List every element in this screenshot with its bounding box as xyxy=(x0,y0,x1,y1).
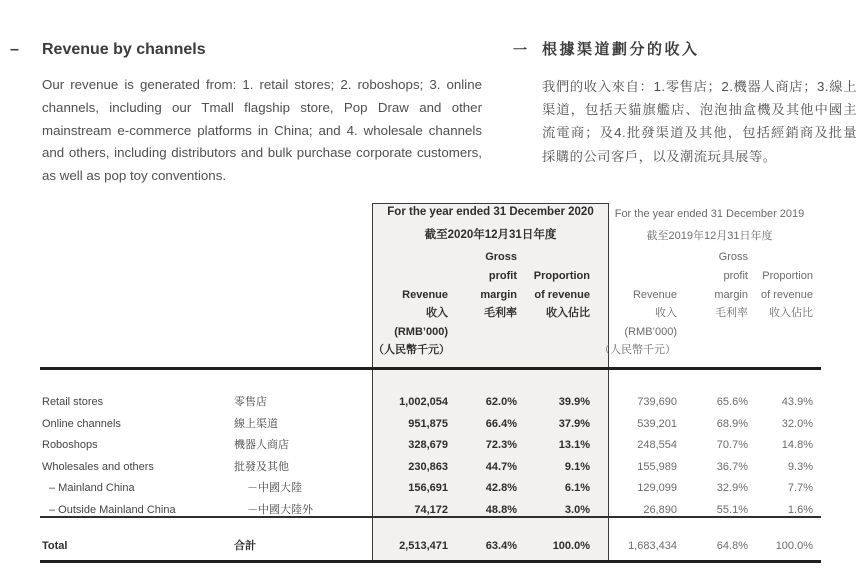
total-margin-2020: 63.4% xyxy=(485,540,517,552)
margin-2020: 42.8% xyxy=(485,482,517,494)
year-2019-title-zh: 截至2019年12月31日年度 xyxy=(646,230,773,242)
revenue-2020: 951,875 xyxy=(408,418,448,430)
row-label-zh: 機器人商店 xyxy=(234,439,289,451)
total-proportion-2019: 100.0% xyxy=(775,540,813,552)
margin-2020: 72.3% xyxy=(485,439,517,451)
col-margin-2020: margin xyxy=(480,289,517,301)
section-english xyxy=(10,40,486,188)
year-2020-title-zh: 截至2020年12月31日年度 xyxy=(424,229,557,241)
col-proportion-2020: Proportion xyxy=(533,270,590,282)
margin-2019: 68.9% xyxy=(716,418,748,430)
col-revenue-2019: Revenue xyxy=(632,289,677,301)
proportion-2019: 7.7% xyxy=(787,482,813,494)
col-profit-2019: profit xyxy=(723,270,748,282)
rmb-note-2020: (RMB’000) xyxy=(394,326,448,338)
table-total-row xyxy=(40,540,821,553)
dash-bullet-icon: – xyxy=(10,41,19,58)
col-margin-zh-2019: 毛利率 xyxy=(715,307,748,319)
col-gross-2019: Gross xyxy=(718,251,748,263)
col-revenue-2020: Revenue xyxy=(402,289,448,301)
table-row xyxy=(40,396,821,409)
row-label-en: Wholesales and others xyxy=(42,461,154,473)
section-title-en: Revenue by channels xyxy=(42,41,206,58)
row-label-en: – Mainland China xyxy=(49,482,135,494)
margin-2019: 70.7% xyxy=(716,439,748,451)
col-ofrevenue-2019: of revenue xyxy=(761,289,813,301)
revenue-2019: 539,201 xyxy=(637,418,677,430)
proportion-2019: 9.3% xyxy=(787,461,813,473)
rmb-note-zh-2019: （人民幣千元） xyxy=(599,344,676,356)
table-row xyxy=(40,482,821,495)
revenue-2019: 129,099 xyxy=(637,482,677,494)
rmb-note-2019: (RMB’000) xyxy=(624,326,677,338)
proportion-2020: 37.9% xyxy=(558,418,590,430)
section-heading-en xyxy=(10,40,486,60)
proportion-2020: 6.1% xyxy=(564,482,590,494)
col-gross-2020: Gross xyxy=(485,251,517,263)
table-header-row xyxy=(40,270,821,283)
proportion-2019: 43.9% xyxy=(781,396,813,408)
col-proportion-zh-2020: 收入佔比 xyxy=(546,307,590,319)
body-paragraph-zh: 我們的收入來自：1.零售店；2.機器人商店；3.線上渠道，包括天貓旗艦店、泡泡抽盒機及其他中國主流電商；及4.批發渠道及其他，包括經銷商及批量採購的公司客戶，以及潮流玩具展等。 xyxy=(542,79,857,164)
row-label-zh: 零售店 xyxy=(234,396,267,408)
row-label-zh: －中國大陸 xyxy=(247,482,302,494)
margin-2019: 36.7% xyxy=(716,461,748,473)
table-header-row xyxy=(40,307,821,320)
revenue-2020: 74,172 xyxy=(414,504,448,516)
table-row xyxy=(40,461,821,474)
col-revenue-zh-2019: 收入 xyxy=(655,307,677,319)
header-rule xyxy=(40,367,821,370)
col-ofrevenue-2020: of revenue xyxy=(534,289,590,301)
margin-2019: 65.6% xyxy=(716,396,748,408)
total-revenue-2020: 2,513,471 xyxy=(399,540,448,552)
col-proportion-zh-2019: 收入佔比 xyxy=(769,307,813,319)
total-revenue-2019: 1,683,434 xyxy=(628,540,677,552)
col-profit-2020: profit xyxy=(488,270,517,282)
revenue-2020: 328,679 xyxy=(408,439,448,451)
total-proportion-2020: 100.0% xyxy=(552,540,590,552)
proportion-2020: 39.9% xyxy=(558,396,590,408)
row-label-en: Retail stores xyxy=(42,396,104,408)
section-title-zh: 根據渠道劃分的收入 xyxy=(542,41,700,58)
row-label-en: Online channels xyxy=(42,418,121,430)
total-label-en: Total xyxy=(42,540,68,552)
proportion-2020: 3.0% xyxy=(564,504,590,516)
table-header-row xyxy=(40,251,821,264)
margin-2020: 44.7% xyxy=(485,461,517,473)
proportion-2020: 13.1% xyxy=(558,439,590,451)
revenue-2019: 248,554 xyxy=(637,439,677,451)
margin-2020: 66.4% xyxy=(485,418,517,430)
row-label-zh: 批發及其他 xyxy=(234,461,289,473)
total-label-zh: 合計 xyxy=(234,540,256,552)
revenue-2020: 230,863 xyxy=(408,461,448,473)
col-proportion-2019: Proportion xyxy=(762,270,813,282)
revenue-2020: 156,691 xyxy=(408,482,448,494)
table-row xyxy=(40,439,821,452)
table-row xyxy=(40,418,821,431)
section-chinese xyxy=(513,40,859,168)
proportion-2020: 9.1% xyxy=(564,461,590,473)
row-label-zh: －中國大陸外 xyxy=(247,504,313,516)
revenue-2019: 155,989 xyxy=(637,461,677,473)
year-2019-title-en: For the year ended 31 December 2019 xyxy=(614,208,805,220)
col-margin-zh-2020: 毛利率 xyxy=(484,307,517,319)
table-header-row xyxy=(40,289,821,302)
rmb-note-zh-2020: （人民幣千元） xyxy=(373,344,450,356)
col-revenue-zh-2020: 收入 xyxy=(426,307,448,319)
table-header-row xyxy=(40,344,821,357)
proportion-2019: 14.8% xyxy=(781,439,813,451)
section-heading-zh xyxy=(513,40,859,61)
pre-total-rule xyxy=(40,516,821,518)
dash-bullet-icon: 一 xyxy=(513,42,527,58)
proportion-2019: 1.6% xyxy=(787,504,813,516)
year-2020-title-en: For the year ended 31 December 2020 xyxy=(387,206,594,218)
row-label-en: Roboshops xyxy=(42,439,98,451)
revenue-2020: 1,002,054 xyxy=(399,396,448,408)
revenue-2019: 739,690 xyxy=(637,396,677,408)
body-paragraph-en: Our revenue is generated from: 1. retail stores; 2. roboshops; 3. online channels, including our Tmall flagship store, Pop Draw and other mainstream e-commerce platforms in China; and 4. wholesale channels and others, including distributors and bulk purchase corporate customers, as well as pop toy conventions. xyxy=(42,77,482,184)
margin-2019: 55.1% xyxy=(716,504,748,516)
total-margin-2019: 64.8% xyxy=(716,540,748,552)
margin-2020: 48.8% xyxy=(485,504,517,516)
margin-2019: 32.9% xyxy=(716,482,748,494)
row-label-zh: 線上渠道 xyxy=(234,418,278,430)
margin-2020: 62.0% xyxy=(485,396,517,408)
bottom-rule xyxy=(40,560,821,563)
row-label-en: – Outside Mainland China xyxy=(49,504,176,516)
proportion-2019: 32.0% xyxy=(781,418,813,430)
col-margin-2019: margin xyxy=(714,289,748,301)
revenue-2019: 26,890 xyxy=(643,504,677,516)
table-header-row xyxy=(40,326,821,339)
